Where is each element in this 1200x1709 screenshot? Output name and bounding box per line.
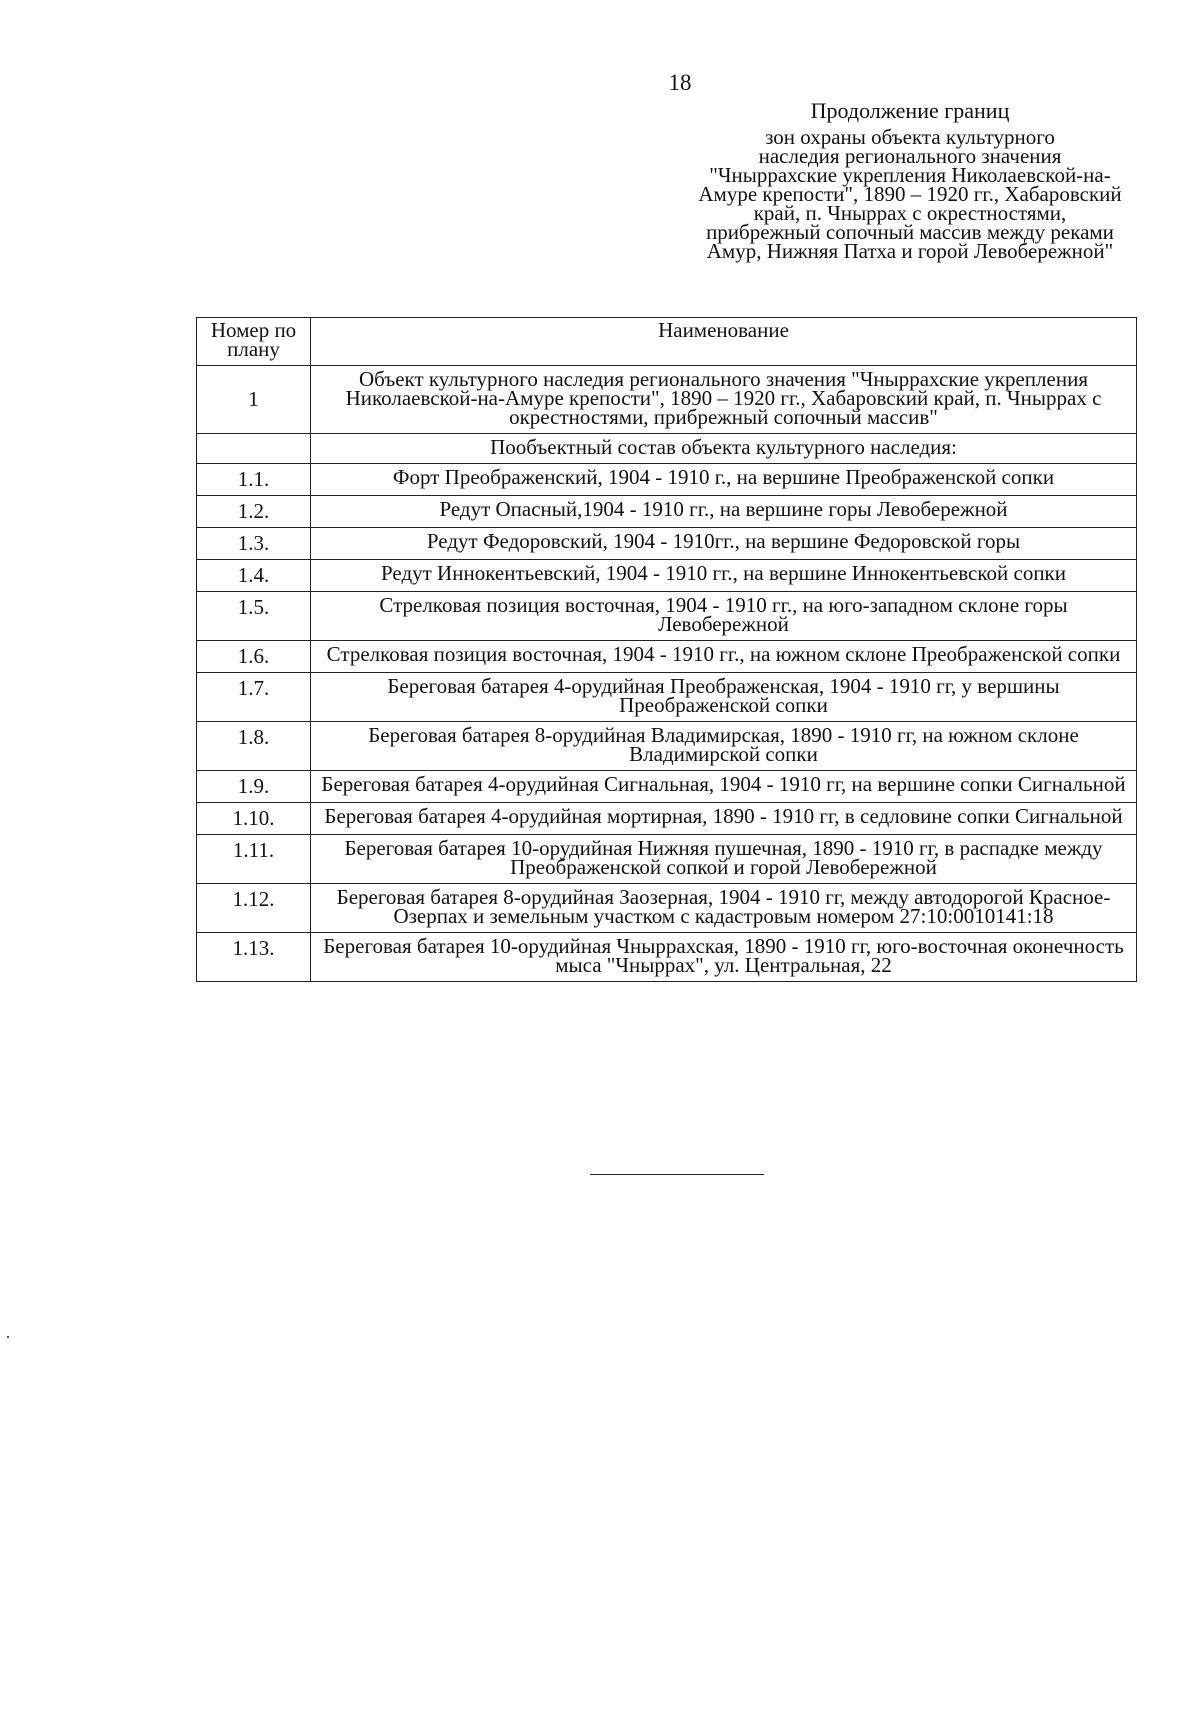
- header-line: край, п. Чныррах с окрестностями,: [753, 201, 1067, 225]
- scan-artifact: [7, 1336, 9, 1338]
- row-object-name: Береговая батарея 4-орудийная Преображенская, 1904 - 1910 гг, у вершины Преображенской сопки: [311, 673, 1137, 722]
- subheading-empty-cell: [197, 434, 311, 464]
- table-row: [197, 933, 1137, 982]
- header-name: Наименование: [311, 318, 1137, 366]
- header-line: Амуре крепости", 1890 – 1920 гг., Хабаровский: [698, 182, 1122, 206]
- page-number: 18: [668, 70, 692, 95]
- header-title: Продолжение границ: [810, 98, 1010, 123]
- row-plan-number: 1.5.: [197, 592, 311, 641]
- row-plan-number: 1.9.: [197, 771, 311, 803]
- table-row: [197, 673, 1137, 722]
- table-row: [197, 592, 1137, 641]
- row-plan-number: 1.13.: [197, 933, 311, 982]
- row-object-name: Редут Федоровский, 1904 - 1910гг., на вершине Федоровской горы: [311, 528, 1137, 560]
- main-object-row: [197, 366, 1137, 434]
- header-line: прибрежный сопочный массив между реками: [706, 220, 1114, 244]
- row-object-name: Редут Опасный,1904 - 1910 гг., на вершине горы Левобережной: [311, 496, 1137, 528]
- row-object-name: Форт Преображенский, 1904 - 1910 г., на вершине Преображенской сопки: [311, 464, 1137, 496]
- end-divider: [590, 1174, 764, 1175]
- row-plan-number: 1.8.: [197, 722, 311, 771]
- table-header-row: [197, 318, 1137, 366]
- header-line: зон охраны объекта культурного: [765, 125, 1055, 149]
- subheading-row: [197, 434, 1137, 464]
- row-object-name: Стрелковая позиция восточная, 1904 - 1910 гг., на южном склоне Преображенской сопки: [311, 641, 1137, 673]
- row-object-name: Береговая батарея 8-орудийная Заозерная, 1904 - 1910 гг, между автодорогой Красное-Озерпах и земельным участком с кадастровым номером 27:10:0010141:18: [311, 884, 1137, 933]
- table-row: [197, 464, 1137, 496]
- table-row: [197, 884, 1137, 933]
- table-row: [197, 641, 1137, 673]
- main-object-name: Объект культурного наследия регионального значения "Чныррахские укрепления Николаевской-на-Амуре крепости", 1890 – 1920 гг., Хабаровский край, п. Чныррах с окрестностями, прибрежный сопочный массив": [311, 366, 1137, 434]
- row-plan-number: 1.4.: [197, 560, 311, 592]
- header-plan-number: Номер по плану: [197, 318, 311, 366]
- row-plan-number: 1.1.: [197, 464, 311, 496]
- table-row: [197, 496, 1137, 528]
- subheading-text: Пообъектный состав объекта культурного наследия:: [311, 434, 1137, 464]
- row-plan-number: 1.2.: [197, 496, 311, 528]
- row-object-name: Береговая батарея 10-орудийная Чныррахская, 1890 - 1910 гг, юго-восточная оконечность мыса "Чныррах", ул. Центральная, 22: [311, 933, 1137, 982]
- heritage-objects-table: [196, 317, 1137, 982]
- row-plan-number: 1.10.: [197, 803, 311, 835]
- table-row: [197, 835, 1137, 884]
- row-object-name: Редут Иннокентьевский, 1904 - 1910 гг., на вершине Иннокентьевской сопки: [311, 560, 1137, 592]
- row-object-name: Береговая батарея 10-орудийная Нижняя пушечная, 1890 - 1910 гг, в распадке между Преображенской сопкой и горой Левобережной: [311, 835, 1137, 884]
- row-plan-number: 1.12.: [197, 884, 311, 933]
- table-row: [197, 560, 1137, 592]
- row-object-name: Береговая батарея 4-орудийная Сигнальная, 1904 - 1910 гг, на вершине сопки Сигнальной: [311, 771, 1137, 803]
- header-line: "Чныррахские укрепления Николаевской-на-: [709, 163, 1111, 187]
- row-plan-number: 1.6.: [197, 641, 311, 673]
- table-row: [197, 771, 1137, 803]
- row-object-name: Стрелковая позиция восточная, 1904 - 1910 гг., на юго-западном склоне горы Левобережной: [311, 592, 1137, 641]
- row-plan-number: 1.7.: [197, 673, 311, 722]
- row-plan-number: 1.11.: [197, 835, 311, 884]
- header-line: Амур, Нижняя Патха и горой Левобережной": [706, 239, 1114, 263]
- table-row: [197, 803, 1137, 835]
- row-object-name: Береговая батарея 8-орудийная Владимирская, 1890 - 1910 гг, на южном склоне Владимирской сопки: [311, 722, 1137, 771]
- main-object-number: 1: [197, 366, 311, 434]
- row-object-name: Береговая батарея 4-орудийная мортирная, 1890 - 1910 гг, в седловине сопки Сигнальной: [311, 803, 1137, 835]
- document-header: [645, 100, 1175, 261]
- header-line: наследия регионального значения: [758, 144, 1062, 168]
- table-row: [197, 528, 1137, 560]
- table-row: [197, 722, 1137, 771]
- row-plan-number: 1.3.: [197, 528, 311, 560]
